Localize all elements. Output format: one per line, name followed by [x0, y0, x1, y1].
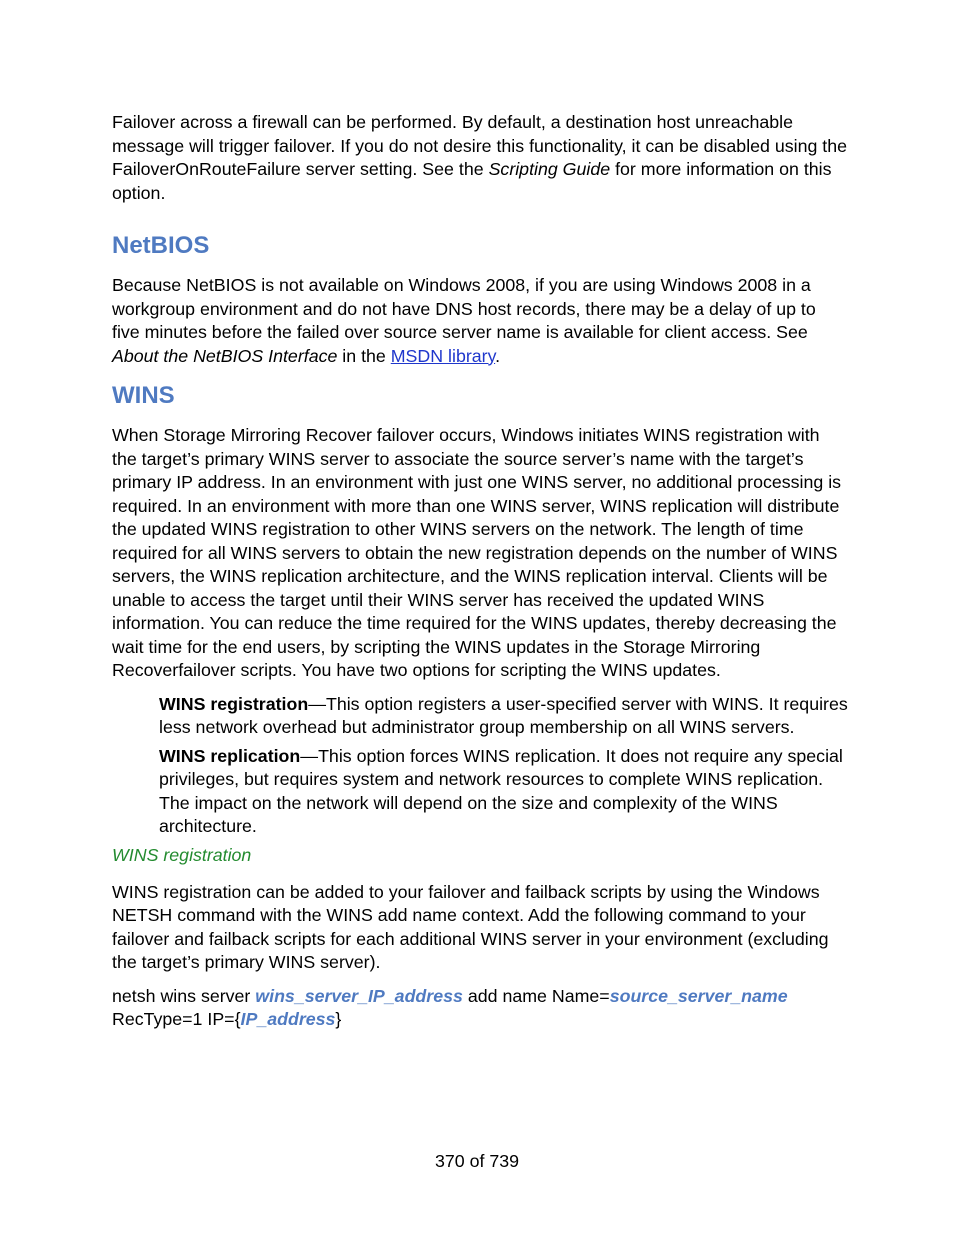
option-term: WINS replication: [159, 745, 301, 766]
scripting-guide-reference: Scripting Guide: [488, 159, 611, 179]
command-text: }: [335, 1009, 342, 1029]
page-content: [112, 111, 848, 1032]
msdn-library-link[interactable]: MSDN library: [390, 345, 496, 366]
option-description: —This option forces WINS replication. It does not require any special privileges, but requires system and network resources to complete WINS replication. The impact on the network will depend on the size and complexity of the WINS architecture.: [159, 745, 843, 836]
command-variable-source-server-name: source_server_name: [609, 985, 788, 1006]
wins-registration-subheading: WINS registration: [112, 844, 252, 865]
netsh-command: [112, 985, 848, 1032]
intro-text: Failover across a firewall can be performed. By default, a destination host unreachable message will trigger failover. If you do not desire this functionality, it can be disabled using the FailoverOnRouteFailure server setting. See the: [112, 112, 848, 179]
netbios-heading: NetBIOS: [112, 232, 210, 259]
intro-text-end: for more information on this option.: [112, 159, 832, 203]
option-description: —This option registers a user-specified server with WINS. It requires less network overhead but administrator group membership on all WINS servers.: [159, 693, 848, 737]
wins-paragraph: When Storage Mirroring Recover failover occurs, Windows initiates WINS registration with the target’s primary WINS server to associate the source server’s name with the target’s primary IP address. In an environment with just one WINS server, no additional processing is required. In an environment with more than one WINS server, WINS replication will distribute the updated WINS registration to other WINS servers on the network. The length of time required for all WINS servers to obtain the new registration depends on the number of WINS servers, the WINS replication architecture, and the WINS replication interval. Clients will be unable to access the target until their WINS server has received the updated WINS information. You can reduce the time required for the WINS updates, thereby decreasing the wait time for the end users, by scripting the WINS updates in the Storage Mirroring Recoverfailover scripts. You have two options for scripting the WINS updates.: [112, 425, 842, 680]
command-variable-ip-address: IP_address: [240, 1009, 336, 1029]
wins-heading: WINS: [112, 382, 175, 409]
option-term: WINS registration: [159, 693, 309, 714]
page-number: 370 of 739: [434, 1151, 520, 1171]
wins-option-replication: [159, 745, 848, 839]
wins-option-registration: [159, 693, 848, 740]
command-text: netsh wins server: [112, 985, 256, 1006]
netbios-text-mid: in the: [337, 345, 391, 366]
netbios-text: Because NetBIOS is not available on Windows 2008, if you are using Windows 2008 in a workgroup environment and do not have DNS host records, there may be a delay of up to five minutes before the failed over source server name is available for client access. See: [112, 275, 816, 342]
intro-paragraph: [112, 111, 848, 205]
wins-registration-paragraph: WINS registration can be added to your failover and failback scripts by using the Windows NETSH command with the WINS add name context. Add the following command to your failover and failback scripts for each additional WINS server in your environment (excluding the target’s primary WINS server).: [112, 881, 829, 972]
command-variable-wins-server-ip: wins_server_IP_address: [255, 985, 463, 1006]
command-text: add name Name=: [462, 985, 610, 1006]
command-text: RecType=1 IP={: [112, 1009, 241, 1029]
netbios-interface-reference: About the NetBIOS Interface: [112, 345, 338, 366]
netbios-paragraph: [112, 274, 848, 368]
netbios-text-end: .: [495, 345, 501, 366]
